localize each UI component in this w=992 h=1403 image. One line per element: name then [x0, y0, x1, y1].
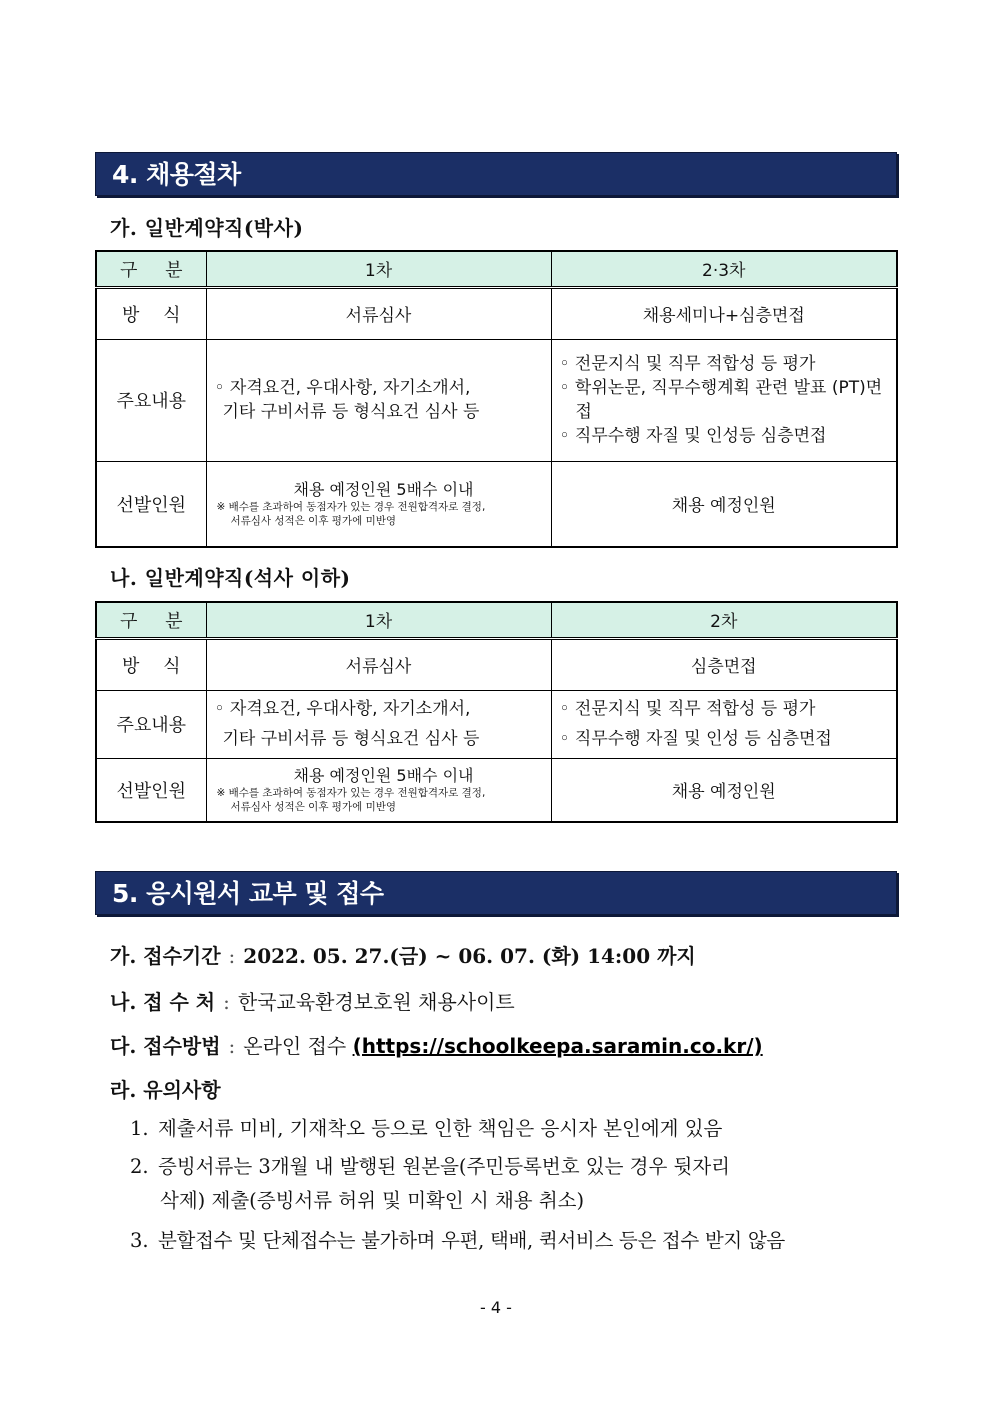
method-stage1: 서류심사: [206, 638, 551, 690]
header-category: 구 분: [96, 251, 206, 287]
method-stage2: 심층면접: [551, 638, 897, 690]
list-item: [130, 1224, 898, 1258]
note-number: 2.: [130, 1155, 149, 1178]
table-row: [96, 461, 897, 547]
section-4-title: 4. 채용절차: [95, 152, 897, 196]
content-stage1: [206, 690, 551, 758]
note-number: 3.: [130, 1229, 149, 1252]
application-period: 가. 접수기간 : 2022. 05. 27.(금) ~ 06. 07. (화) 14:00 까지: [110, 944, 696, 968]
row-label-selection: 선발인원: [96, 758, 206, 822]
header-category: 구 분: [96, 602, 206, 638]
selection-stage1: [206, 758, 551, 822]
selection-stage2: 채용 예정인원: [551, 461, 897, 547]
method-stage2: 채용세미나+심층면접: [551, 287, 897, 339]
note-text: 제출서류 미비, 기재착오 등으로 인한 책임은 응시자 본인에게 있음: [158, 1117, 723, 1140]
row-label-content: 주요내용: [96, 339, 206, 461]
list-item: [130, 1150, 898, 1218]
table-row: [96, 758, 897, 822]
page-number: - 4 -: [480, 1298, 512, 1317]
list-item: ◦ 학위논문, 직무수행계획 관련 발표 (PT)면접: [559, 378, 883, 422]
selection-note: 서류심사 성적은 이후 평가에 미반영: [230, 514, 396, 527]
notes-heading: [110, 1074, 221, 1103]
selection-note: ※ 배수를 초과하여 동점자가 있는 경우 전원합격자로 결정,: [216, 500, 486, 513]
subheading-masters: 나. 일반계약직(석사 이하): [110, 566, 351, 590]
row-label-method: 방 식: [96, 287, 206, 339]
note-number: 1.: [130, 1117, 149, 1140]
note-text-continued: 삭제) 제출(증빙서류 허위 및 미확인 시 채용 취소): [160, 1189, 585, 1212]
period-label: 가. 접수기간: [110, 944, 221, 968]
list-item: ◦ 전문지식 및 직무 적합성 등 평가: [559, 354, 816, 374]
row-label-content: 주요내용: [96, 690, 206, 758]
period-value: 2022. 05. 27.(금) ~ 06. 07. (화) 14:00 까지: [243, 944, 696, 968]
selection-note: 서류심사 성적은 이후 평가에 미반영: [230, 800, 396, 813]
table-row: [96, 339, 897, 461]
notes-label: 라. 유의사항: [110, 1078, 221, 1102]
list-item: ◦ 자격요건, 우대사항, 자기소개서,: [214, 378, 471, 398]
section-5-title: 5. 응시원서 교부 및 접수: [95, 871, 897, 915]
list-item: ◦ 직무수행 자질 및 인성등 심층면접: [559, 426, 827, 446]
selection-main-text: 채용 예정인원 5배수 이내: [293, 765, 474, 785]
procedure-table-phd: [95, 250, 898, 548]
table-header-row: [96, 602, 897, 638]
row-label-method: 방 식: [96, 638, 206, 690]
selection-note: ※ 배수를 초과하여 동점자가 있는 경우 전원합격자로 결정,: [216, 786, 486, 799]
header-stage1: 1차: [206, 251, 551, 287]
header-stage1: 1차: [206, 602, 551, 638]
list-item: ◦ 전문지식 및 직무 적합성 등 평가: [559, 699, 816, 719]
list-item: 기타 구비서류 등 형식요건 심사 등: [222, 729, 480, 749]
method-stage1: 서류심사: [206, 287, 551, 339]
row-label-selection: 선발인원: [96, 461, 206, 547]
method-label: 다. 접수방법: [110, 1034, 221, 1058]
table-row: [96, 690, 897, 758]
table-row: [96, 287, 897, 339]
list-item: ◦ 직무수행 자질 및 인성 등 심층면접: [559, 729, 832, 749]
header-stage2: 2차: [551, 602, 897, 638]
note-text: 증빙서류는 3개월 내 발행된 원본을(주민등록번호 있는 경우 뒷자리: [158, 1155, 731, 1178]
header-stage2: 2·3차: [551, 251, 897, 287]
selection-stage2: 채용 예정인원: [551, 758, 897, 822]
procedure-table-masters: [95, 601, 898, 823]
application-site-link[interactable]: (https://schoolkeepa.saramin.co.kr/): [352, 1034, 763, 1058]
note-text: 분할접수 및 단체접수는 불가하며 우편, 택배, 퀵서비스 등은 접수 받지 않음: [158, 1229, 785, 1252]
content-stage1: [206, 339, 551, 461]
selection-main-text: 채용 예정인원 5배수 이내: [293, 479, 474, 499]
selection-stage1: [206, 461, 551, 547]
content-stage2: [551, 339, 897, 461]
content-stage2: [551, 690, 897, 758]
method-value: 온라인 접수: [243, 1034, 347, 1058]
list-item: ◦ 자격요건, 우대사항, 자기소개서,: [214, 699, 471, 719]
place-value: 한국교육환경보호원 채용사이트: [237, 990, 515, 1014]
place-label: 나. 접 수 처: [110, 990, 216, 1014]
application-place: 나. 접 수 처 : 한국교육환경보호원 채용사이트: [110, 990, 515, 1014]
application-method: 다. 접수방법 : 온라인 접수 (https://schoolkeepa.saramin.co.kr/): [110, 1034, 763, 1058]
table-row: [96, 638, 897, 690]
subheading-phd: 가. 일반계약직(박사): [110, 216, 304, 240]
list-item: 기타 구비서류 등 형식요건 심사 등: [222, 402, 480, 422]
list-item: [130, 1112, 898, 1146]
table-header-row: [96, 251, 897, 287]
